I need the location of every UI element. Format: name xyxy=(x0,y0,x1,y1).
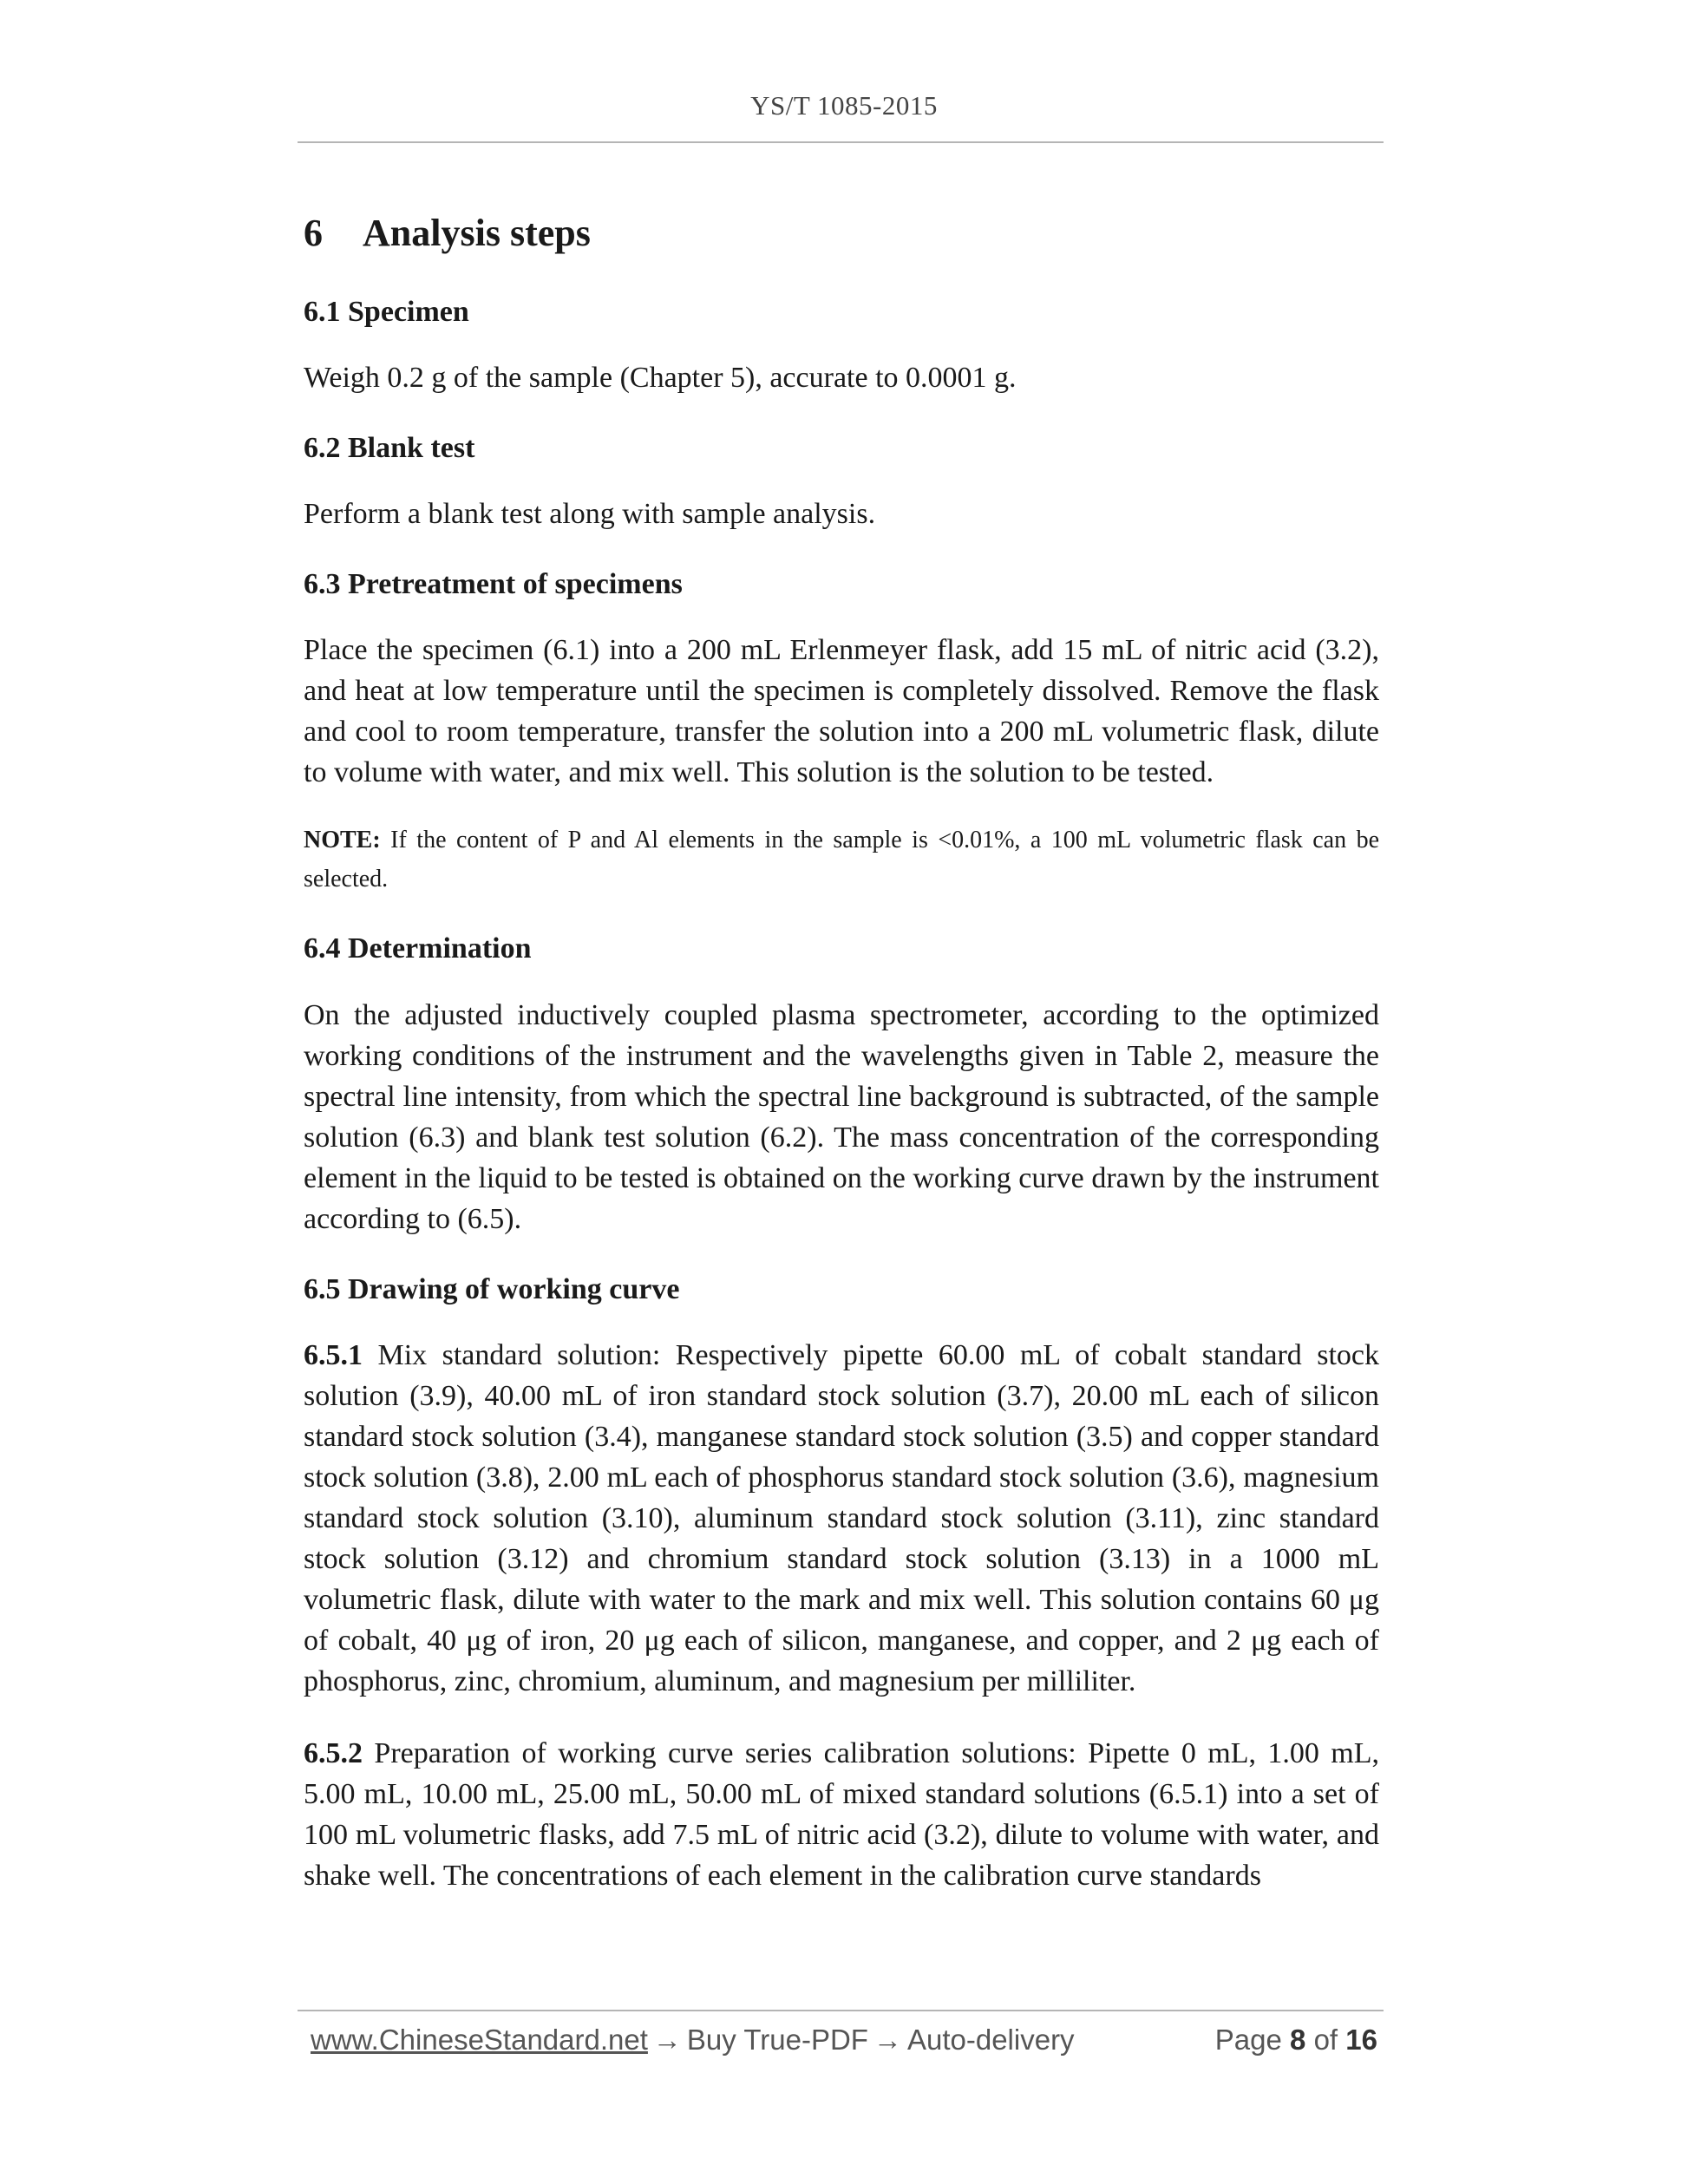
page-indicator xyxy=(1215,2024,1377,2056)
page-footer xyxy=(311,2024,1377,2067)
header-divider xyxy=(298,141,1384,143)
subsection-6-3-text: Place the specimen (6.1) into a 200 mL Erlenmeyer flask, add 15 mL of nitric acid (3.2), and heat at low temperature until the specimen is completely dissolved. Remove the flask and cool to room temperature, transfer the solution into a 200 mL volumetric flask, dilute to volume with water, and mix well. This solution is the solution to be tested. xyxy=(304,634,1379,789)
note-label: NOTE: xyxy=(304,827,381,854)
document-code-header: YS/T 1085-2015 xyxy=(750,90,938,121)
subsection-6-5-title: 6.5 Drawing of working curve xyxy=(304,1272,680,1305)
paragraph-6-5-1-text: Mix standard solution: Respectively pipette 60.00 mL of cobalt standard stock solution (3.9), 40.00 mL of iron standard stock solution (3.7), 20.00 mL each of silicon standard stock solution (3.4), manganese standard stock solution (3.5) and copper standard stock solution (3.8), 2.00 mL each of phosphorus standard stock solution (3.6), magnesium standard stock solution (3.10), aluminum standard stock solution (3.11), zinc standard stock solution (3.12) and chromium standard stock solution (3.13) in a 1000 mL volumetric flask, dilute with water to the mark and mix well. This solution contains 60 μg of cobalt, 40 μg of iron, 20 μg each of silicon, manganese, and copper, and 2 μg each of phosphorus, zinc, chromium, aluminum, and magnesium per milliliter. xyxy=(304,1338,1380,1697)
page-label: Page xyxy=(1214,2024,1282,2056)
page-total: 16 xyxy=(1345,2024,1377,2056)
section-number: 6 xyxy=(304,212,323,254)
arrow-right-icon: → xyxy=(652,2024,682,2056)
page-current: 8 xyxy=(1290,2024,1306,2056)
page-of-label: of xyxy=(1313,2024,1338,2056)
section-title: Analysis steps xyxy=(363,212,591,254)
paragraph-6-5-2-text: Preparation of working curve series calibration solutions: Pipette 0 mL, 1.00 mL, 5.00 mL, 10.00 mL, 25.00 mL, 50.00 mL of mixed standard solutions (6.5.1) into a set of 100 mL volumetric flasks, add 7.5 mL of nitric acid (3.2), dilute to volume with water, and shake well. The concentrations of each element in the calibration curve standards xyxy=(304,1736,1379,1892)
page-content xyxy=(304,186,1379,1927)
paragraph-6-5-2 xyxy=(304,1733,1379,1896)
subsection-6-4-text: On the adjusted inductively coupled plasma spectrometer, according to the optimized working conditions of the instrument and the wavelengths given in Table 2, measure the spectral line intensity, from which the spectral line background is subtracted, of the sample solution (6.3) and blank test solution (6.2). The mass concentration of the corresponding element in the liquid to be tested is obtained on the working curve drawn by the instrument according to (6.5). xyxy=(304,998,1379,1235)
note-paragraph xyxy=(304,821,1379,899)
footer-promo xyxy=(311,2024,1075,2056)
subsection-6-2-title: 6.2 Blank test xyxy=(304,431,475,464)
subsection-6-2-text: Perform a blank test along with sample analysis. xyxy=(304,498,876,531)
note-text: If the content of P and Al elements in the sample is <0.01%, a 100 mL volumetric flask can be selected. xyxy=(304,827,1380,893)
auto-delivery-text: Auto-delivery xyxy=(906,2024,1075,2056)
buy-true-pdf-text: Buy True-PDF xyxy=(686,2024,868,2056)
footer-divider xyxy=(298,2010,1384,2011)
paragraph-6-5-1-number: 6.5.1 xyxy=(304,1338,363,1371)
subsection-6-4-title: 6.4 Determination xyxy=(304,932,532,965)
paragraph-6-5-2-number: 6.5.2 xyxy=(304,1736,363,1769)
paragraph-6-5-1 xyxy=(304,1335,1379,1702)
section-heading xyxy=(304,211,1379,257)
subsection-6-1-title: 6.1 Specimen xyxy=(304,295,469,328)
subsection-6-1-text: Weigh 0.2 g of the sample (Chapter 5), accurate to 0.0001 g. xyxy=(304,361,1017,394)
subsection-6-3-title: 6.3 Pretreatment of specimens xyxy=(304,568,683,601)
site-link[interactable]: www.ChineseStandard.net xyxy=(311,2024,648,2056)
arrow-right-icon: → xyxy=(873,2024,902,2056)
